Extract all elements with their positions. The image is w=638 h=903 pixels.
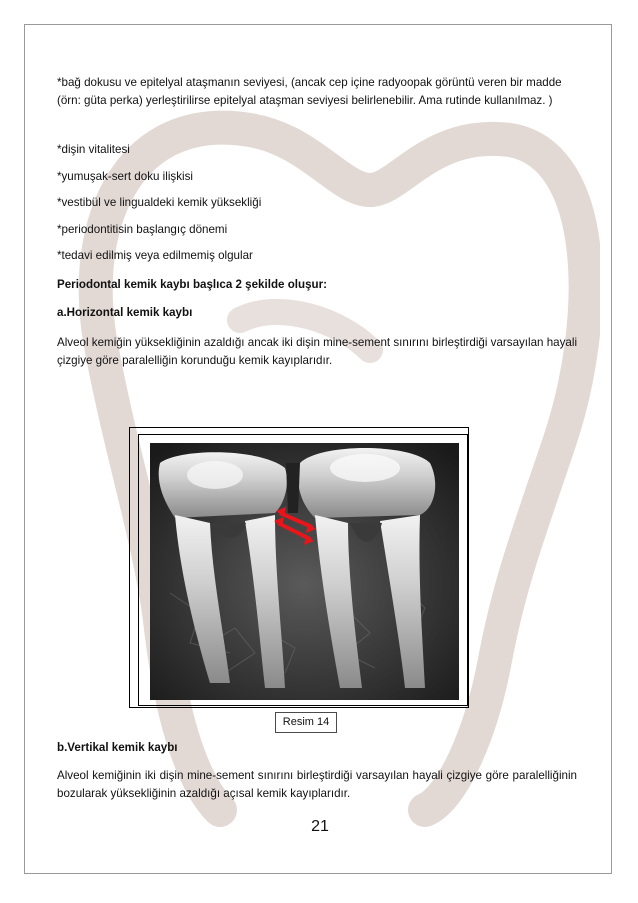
paragraph-attachment-level: *bağ dokusu ve epitelyal ataşmanın seviyesi, (ancak cep içine radyoopak görüntü veren bir madde (örn: güta perka) yerleştirilirse epitelyal ataşman seviyesi belirlenebilir. Ama rutinde kullanılmaz. ) — [57, 76, 562, 107]
heading-horizontal: a.Horizontal kemik kaybı — [57, 306, 193, 319]
figure-caption: Resim 14 — [275, 712, 337, 733]
paragraph-horizontal: Alveol kemiğin yüksekliğinin azaldığı ancak iki dişin mine-sement sınırını birleştirdiği varsayılan hayali çizgiye göre paralelliğin korunduğu kemik kayıplarıdır. — [57, 336, 578, 367]
paragraph-vertical: Alveol kemiğinin iki dişin mine-sement sınırını birleştirdiği varsayılan hayali çizgiye göre paralelliğinin bozularak yüksekliğinin azaldığı açısal kemik kayıplarıdır. — [57, 769, 577, 800]
list-item-bone-height: *vestibül ve lingualdeki kemik yüksekliği — [57, 196, 262, 209]
xray-image — [150, 443, 459, 700]
list-item-soft-hard-tissue: *yumuşak-sert doku ilişkisi — [57, 170, 193, 183]
heading-vertical: b.Vertikal kemik kaybı — [57, 741, 178, 754]
list-item-periodontitis-onset: *periodontitisin başlangıç dönemi — [57, 223, 228, 236]
list-item-treated-cases: *tedavi edilmiş veya edilmemiş olgular — [57, 249, 253, 262]
heading-bone-loss-types: Periodontal kemik kaybı başlıca 2 şekilde oluşur: — [57, 278, 327, 291]
page-number: 21 — [311, 818, 329, 835]
list-item-vitality: *dişin vitalitesi — [57, 143, 130, 156]
